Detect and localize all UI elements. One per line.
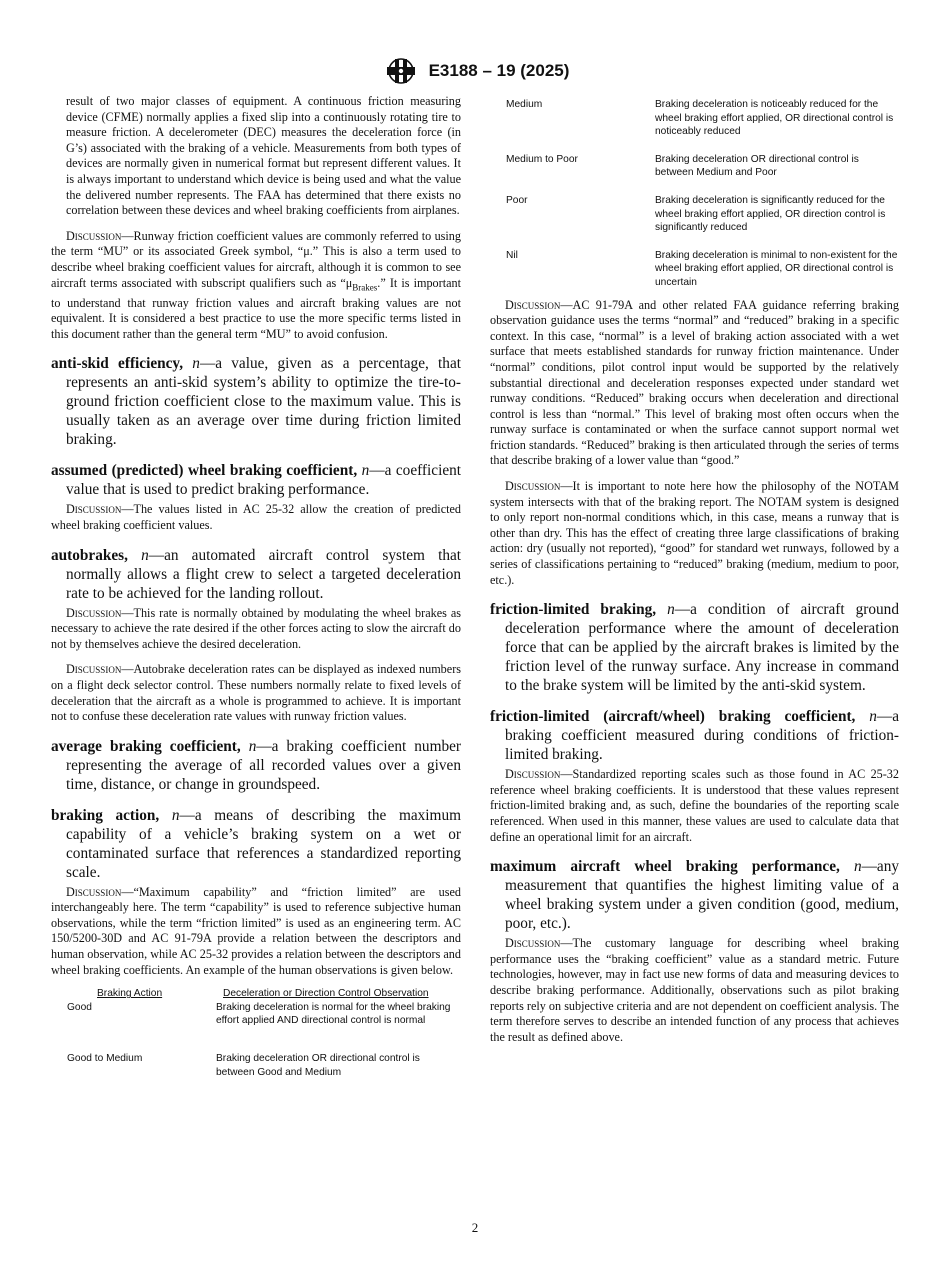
table-cell-observation: Braking deceleration OR directional control is between Good and Medium bbox=[216, 1053, 420, 1078]
discussion-autobrakes-1: Discussion—This rate is normally obtained by modulating the wheel brakes as necessary to achieve the rate desired if the other forces acting to slow the aircraft do not by themselves achieve the desired deceleration. bbox=[51, 605, 461, 651]
braking-action-table bbox=[51, 987, 461, 1103]
discussion-braking-action: Discussion—“Maximum capability” and “friction limited” are used interchangeably here. The term “capability” is used to reference subjective human observations, while the term “friction limited” is used as an engineering term. AC 150/5200-30D and AC 91-79A provide a relation between the descriptors and human observation, while AC 25-32 provides a relation between the descriptors and wheel braking coefficients. An example of the human observations is given below. bbox=[51, 884, 461, 977]
table-cell-action: Medium to Poor bbox=[506, 153, 578, 165]
table-row bbox=[490, 194, 899, 249]
term-friction-limited-braking: friction-limited braking, n—a condition of aircraft ground deceleration performance where the amount of deceleration force that can be applied by the aircraft brakes is limited by the friction level of the runway surface. Any increase in command to the brake system will be limited by the anti-skid system. bbox=[490, 601, 899, 695]
table-row bbox=[51, 1001, 461, 1052]
table-cell-action: Good to Medium bbox=[67, 1053, 143, 1065]
term-anti-skid-efficiency: anti-skid efficiency, n—a value, given as a percentage, that represents an anti-skid system’s ability to optimize the tire-to-ground friction coefficient close to the maximum value. This is usually taken as an average over time during friction limited braking. bbox=[51, 355, 461, 449]
discussion-autobrakes-2: Discussion—Autobrake deceleration rates can be displayed as indexed numbers on a flight deck selector control. These numbers normally relate to fixed levels of deceleration that the aircraft as a whole is programmed to achieve. It is important not to confuse these deceleration rate values with runway friction values. bbox=[51, 662, 461, 724]
braking-action-table-continued bbox=[490, 98, 899, 290]
discussion-notam: Discussion—It is important to note here how the philosophy of the NOTAM system intersects with that of the braking report. The NOTAM system is designed to only report non-normal conditions which, in this case, means a runway that is other than dry. This has the effect of creating three large classifications of braking action: dry (usually not reported), “good” for standard wet runways, followed by a series of classifications pertaining to “reduced” braking (medium, medium to poor, etc.). bbox=[490, 479, 899, 587]
term-friction-limited-braking-coefficient: friction-limited (aircraft/wheel) braking coefficient, n—a braking coefficient measured during conditions of friction-limited braking. bbox=[490, 708, 899, 764]
table-cell-observation: Braking deceleration is significantly reduced for the wheel braking effort applied, OR direction control is significantly reduced bbox=[655, 194, 886, 234]
table-cell-observation: Braking deceleration OR directional control is between Medium and Poor bbox=[655, 153, 859, 179]
astm-logo-icon bbox=[381, 56, 421, 86]
table-cell-action: Poor bbox=[506, 194, 528, 206]
term-maximum-wheel-braking-performance: maximum aircraft wheel braking performance, n—any measurement that quantifies the highest limiting value of a wheel braking system under a given condition (good, medium, poor, etc.). bbox=[490, 858, 899, 933]
table-header-row bbox=[51, 987, 461, 1001]
right-column bbox=[490, 98, 899, 1045]
term-average-braking-coefficient: average braking coefficient, n—a braking coefficient number representing the average of all recorded values over a given time, distance, or change in groundspeed. bbox=[51, 737, 461, 793]
page-header bbox=[0, 56, 950, 86]
term-autobrakes: autobrakes, n—an automated aircraft control system that normally allows a flight crew to select a targeted deceleration rate to be achieved for the landing rollout. bbox=[51, 546, 462, 602]
term-braking-action: braking action, n—a means of describing the maximum capability of a vehicle’s braking system on a wet or contaminated surface that references a standardized reporting scale. bbox=[51, 806, 461, 881]
table-cell-action: Nil bbox=[506, 249, 518, 261]
table-header-observation: Deceleration or Direction Control Observation bbox=[223, 988, 429, 1000]
table-cell-action: Good bbox=[67, 1001, 92, 1013]
table-row bbox=[51, 1052, 461, 1103]
discussion-maximum-performance: Discussion—The customary language for describing wheel braking performance uses the “braking coefficient” value as a standard metric. Future technologies, however, may in fact use new forms of data and measuring devices to describe braking performance. Additionally, observations such as pilot braking reports rely on subjective criteria and are not dependent on coefficient analysis. The term therefore serves to describe an intended function of any process that achieves the result as defined above. bbox=[490, 936, 899, 1044]
discussion-ac91-79a: Discussion—AC 91-79A and other related FAA guidance referring braking observation guidance uses the terms “normal” and “reduced” braking in a specific context. In this case, “normal” is a level of braking action associated with a wet surface that meets established standards for runway friction maintenance. Under “normal” conditions, pilot control input would be supported by the relatively substantial directional and deceleration responses expected under standard wet runway conditions. “Reduced” braking occurs when deceleration and directional control is less than “normal.” This level of braking most often occurs when the runway surface is contaminated or when the surface cannot support normal wet friction standards. “Reduced” braking is then articulated through the series of terms that describe braking of a lower value than “good.” bbox=[490, 297, 899, 468]
table-cell-observation: Braking deceleration is normal for the wheel braking effort applied AND directional control is normal bbox=[216, 1001, 451, 1027]
table-row bbox=[490, 153, 899, 194]
table-row bbox=[490, 98, 899, 153]
discussion-friction-coefficient: Discussion—Standardized reporting scales such as those found in AC 25-32 reference wheel braking coefficients. It is understood that these values represent friction-limited braking and, as such, define the boundaries of the reporting scale referenced. When used in this manner, these values are used to calculate data that define an operational limit for an aircraft. bbox=[490, 767, 899, 844]
table-row bbox=[490, 249, 899, 290]
table-header-braking-action: Braking Action bbox=[97, 988, 163, 1000]
left-column bbox=[51, 94, 461, 1103]
discussion-assumed: Discussion—The values listed in AC 25-32 allow the creation of predicted wheel braking coefficient values. bbox=[51, 502, 461, 532]
table-cell-action: Medium bbox=[506, 99, 543, 110]
discussion-label: Discussion bbox=[66, 228, 122, 243]
discussion-mu: Discussion—Runway friction coefficient values are commonly referred to using the term “MU” or its associated Greek symbol, “μ.” This is also a term used to describe wheel braking coefficient values for aircraft, although it is common to see aircraft terms associated with subscript qualifiers such as “$\mu_{Brakes}$.” It is important to understand that runway friction values and aircraft braking values are not equivalent. It is considered a best practice to use the more specific terms listed in this document rather than the general term “MU” to avoid confusion. bbox=[51, 228, 461, 341]
table-cell-observation: Braking deceleration is minimal to non-existent for the wheel braking effort applied, OR directional control is uncertain bbox=[655, 249, 898, 288]
document-designation: E3188 – 19 (2025) bbox=[428, 61, 570, 80]
intro-paragraph: result of two major classes of equipment. A continuous friction measuring device (CFME) normally applies a fixed slip into a continuously rotating tire to measure friction. A decelerometer (DEC) measures the deceleration force (in G’s) associated with the braking of a vehicle. Measurements from both types of devices are normally given in numerical format but represent different values. It is always important to understand which device is being used and what the value the delivered number represents. The FAA has determined that there exists no correlation between these devices and wheel braking coefficients from airplanes. bbox=[66, 94, 461, 218]
table-cell-observation: Braking deceleration is noticeably reduced for the wheel braking effort applied, OR directional control is noticeably reduced bbox=[655, 99, 894, 138]
page-number: 2 bbox=[471, 1220, 479, 1235]
term-assumed-wheel-braking-coefficient: assumed (predicted) wheel braking coefficient, n—a coefficient value that is used to predict braking performance. bbox=[51, 462, 462, 499]
